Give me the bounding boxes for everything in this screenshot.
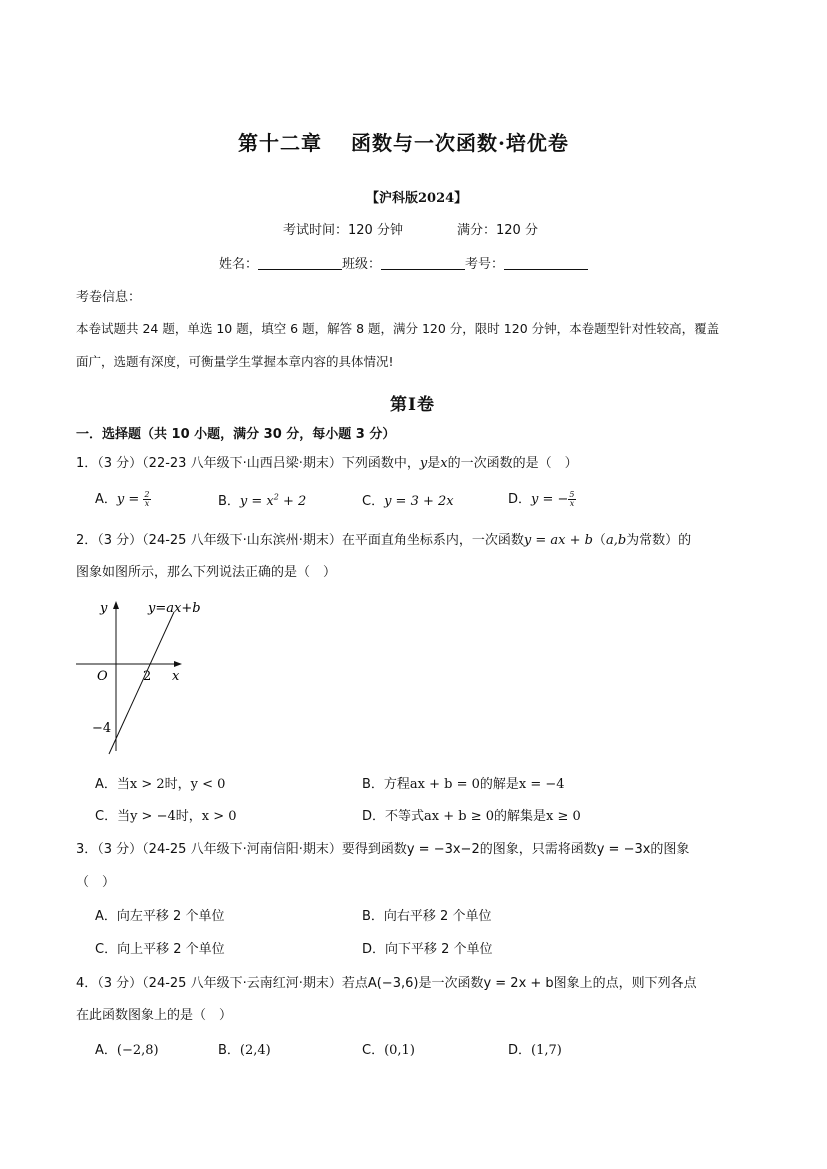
question-2-stem-line-2: 图象如图所示，那么下列说法正确的是（ ） (76, 565, 337, 580)
id-blank[interactable] (504, 257, 588, 270)
info-label: 考卷信息： (76, 290, 142, 305)
q4-option-d[interactable]: D．(1,7) (508, 1043, 562, 1058)
class-label: 班级： (342, 257, 382, 272)
name-blank[interactable] (258, 257, 342, 270)
exam-time: 考试时间：120 分钟 (283, 223, 403, 238)
question-1-stem: 1．（3 分）（22-23 八年级下·山西吕梁·期末）下列函数中，y是x的一次函数的是（ ） (76, 456, 578, 471)
name-label: 姓名： (219, 257, 259, 272)
y-axis-arrow-icon (113, 601, 119, 609)
question-4-stem-line-1: 4．（3 分）（24-25 八年级下·云南红河·期末）若点A(−3,6)是一次函数y = 2x + b图象上的点，则下列各点 (76, 976, 697, 991)
section-heading: 一．选择题（共 10 小题，满分 30 分，每小题 3 分） (76, 427, 396, 442)
x-axis-arrow-icon (174, 661, 182, 667)
class-blank[interactable] (381, 257, 465, 270)
student-info-row (219, 253, 588, 272)
edition-label: 【沪科版2024】 (366, 191, 468, 206)
q3-option-a[interactable]: A．向左平移 2 个单位 (95, 909, 225, 924)
q1-option-b[interactable]: B．$y = x^2 + 2$ (218, 492, 307, 509)
x-intercept-label: 2 (143, 669, 152, 684)
id-label: 考号： (465, 257, 505, 272)
page-title: 第十二章 函数与一次函数·培优卷 (238, 131, 569, 155)
q4-option-b[interactable]: B．(2,4) (218, 1043, 271, 1058)
x-axis-label: x (172, 669, 180, 684)
q2-option-b[interactable]: B．方程ax + b = 0的解是x = −4 (362, 777, 565, 792)
y-intercept-label: −4 (92, 721, 112, 736)
question-3-stem-line-2: （ ） (76, 875, 116, 890)
info-line-1: 本卷试题共 24 题，单选 10 题，填空 6 题，解答 8 题，满分 120 分，限时 120 分钟，本卷题型针对性较高，覆盖 (76, 321, 720, 336)
question-2-stem-line-1: 2．（3 分）（24-25 八年级下·山东滨州·期末）在平面直角坐标系内，一次函数y = ax + b（a,b为常数）的 (76, 533, 692, 548)
q2-option-c[interactable]: C．当y > −4时，x > 0 (95, 809, 237, 824)
function-line (109, 612, 174, 754)
y-axis-label: y (100, 601, 108, 616)
linear-function-graph (70, 596, 220, 761)
q3-option-c[interactable]: C．向上平移 2 个单位 (95, 942, 225, 957)
origin-label: O (97, 669, 108, 684)
question-3-stem-line-1: 3．（3 分）（24-25 八年级下·河南信阳·期末）要得到函数y = −3x−2的图象，只需将函数y = −3x的图象 (76, 842, 690, 857)
q4-option-a[interactable]: A．(−2,8) (95, 1043, 159, 1058)
q1-option-c[interactable]: C．y = 3 + 2x (362, 494, 454, 509)
q3-option-d[interactable]: D．向下平移 2 个单位 (362, 942, 493, 957)
line-label: y=ax+b (148, 601, 201, 616)
question-4-stem-line-2: 在此函数图象上的是（ ） (76, 1008, 233, 1023)
q4-option-c[interactable]: C．(0,1) (362, 1043, 415, 1058)
info-line-2: 面广，选题有深度，可衡量学生掌握本章内容的具体情况! (76, 354, 394, 369)
full-score: 满分：120 分 (457, 223, 538, 238)
q2-option-a[interactable]: A．当x > 2时，y < 0 (95, 777, 226, 792)
q1-option-d[interactable]: D．y = − $\frac{5}{x}$ (508, 490, 575, 508)
q2-option-d[interactable]: D．不等式ax + b ≥ 0的解集是x ≥ 0 (362, 809, 581, 824)
q3-option-b[interactable]: B．向右平移 2 个单位 (362, 909, 492, 924)
q1-option-a[interactable]: A．y = $\frac{2}{x}$ (95, 490, 150, 508)
volume-title: 第Ⅰ卷 (390, 395, 435, 415)
